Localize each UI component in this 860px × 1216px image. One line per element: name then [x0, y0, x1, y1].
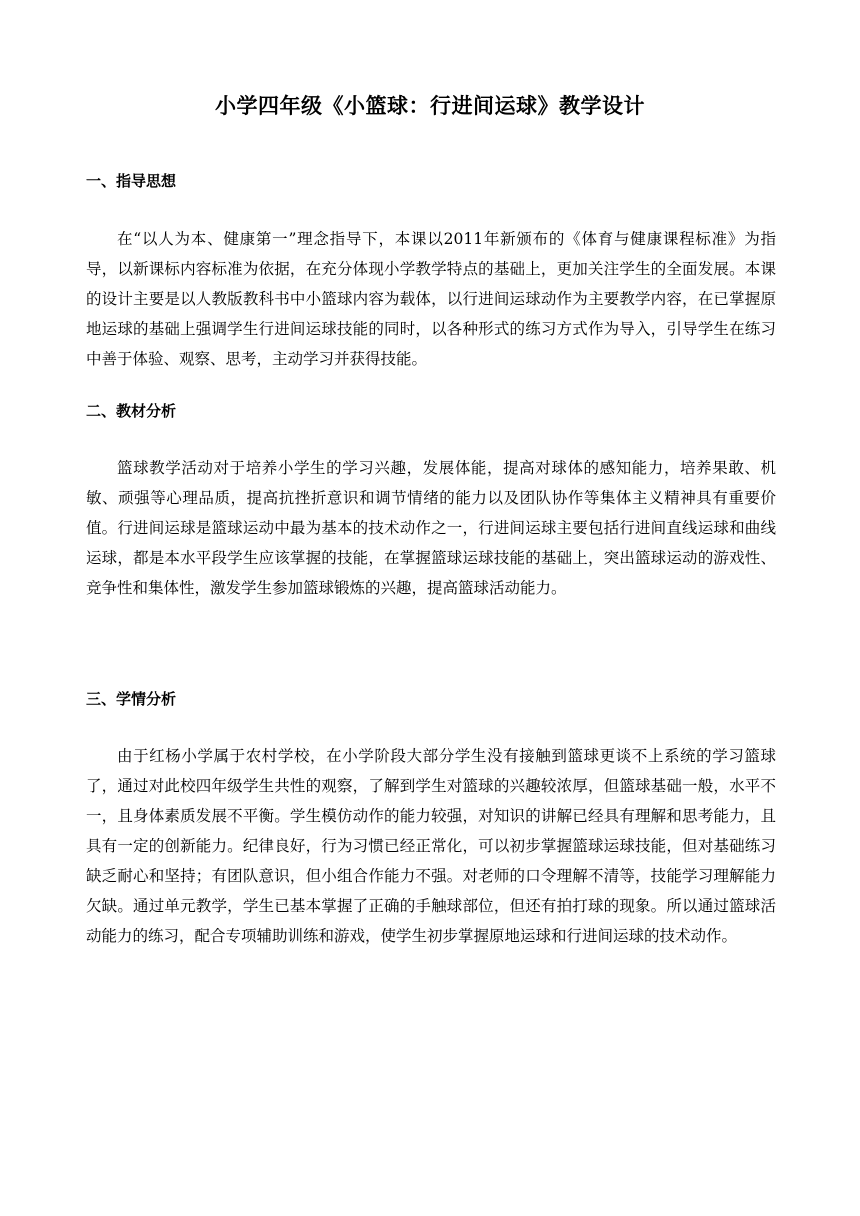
section-body-material-analysis: 篮球教学活动对于培养小学生的学习兴趣，发展体能，提高对球体的感知能力，培养果敢、机敏、顽强等心理品质，提高抗挫折意识和调节情绪的能力以及团队协作等集体主义精神具有重要价值。行进间运球是篮球运动中最为基本的技术动作之一，行进间运球主要包括行进间直线运球和曲线运球，都是本水平段学生应该掌握的技能，在掌握篮球运球技能的基础上，突出篮球运动的游戏性、竞争性和集体性，激发学生参加篮球锻炼的兴趣，提高篮球活动能力。: [86, 459, 776, 597]
section-heading-guiding-ideology: 一、指导思想: [86, 172, 177, 190]
section-body-guiding-ideology: 在“以人为本、健康第一”理念指导下，本课以2011年新颁布的《体育与健康课程标准》为指导，以新课标内容标准为依据，在充分体现小学教学特点的基础上，更加关注学生的全面发展。本课的设计主要是以人教版教科书中小篮球内容为载体，以行进间运球动作为主要教学内容，在已掌握原地运球的基础上强调学生行进间运球技能的同时，以各种形式的练习方式作为导入，引导学生在练习中善于体验、观察、思考，主动学习并获得技能。: [86, 230, 776, 368]
section-heading-student-analysis: 三、学情分析: [86, 690, 177, 708]
document-title: 小学四年级《小篮球：行进间运球》教学设计: [215, 94, 645, 118]
section-body-student-analysis: 由于红杨小学属于农村学校，在小学阶段大部分学生没有接触到篮球更谈不上系统的学习篮球了，通过对此校四年级学生共性的观察，了解到学生对篮球的兴趣较浓厚，但篮球基础一般，水平不一，且身体素质发展不平衡。学生模仿动作的能力较强，对知识的讲解已经具有理解和思考能力，且具有一定的创新能力。纪律良好，行为习惯已经正常化，可以初步掌握篮球运球技能，但对基础练习缺乏耐心和坚持；有团队意识，但小组合作能力不强。对老师的口令理解不清等，技能学习理解能力欠缺。通过单元教学，学生已基本掌握了正确的手触球部位，但还有拍打球的现象。所以通过篮球活动能力的练习，配合专项辅助训练和游戏，使学生初步掌握原地运球和行进间运球的技术动作。: [86, 747, 776, 945]
section-heading-material-analysis: 二、教材分析: [86, 402, 177, 420]
